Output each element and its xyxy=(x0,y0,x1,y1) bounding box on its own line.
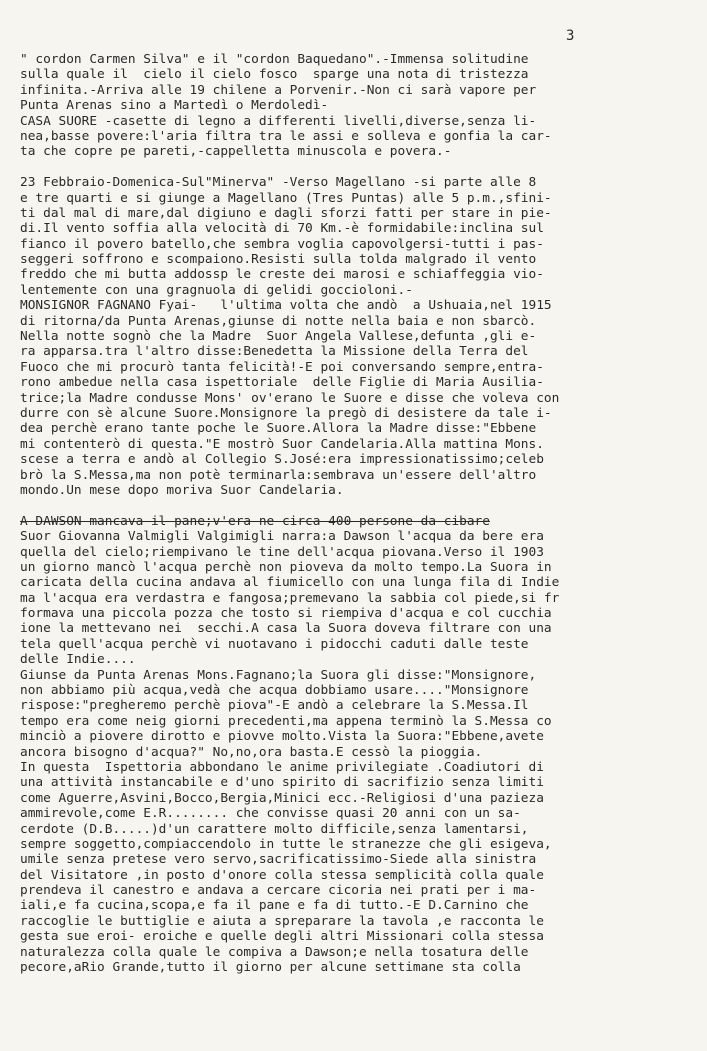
text-line: CASA SUORE -casette di legno a differenti livelli,diverse,senza li- xyxy=(20,113,537,129)
text-line: In questa Ispettoria abbondano le anime privilegiate .Coadiutori di xyxy=(20,759,544,775)
text-line: pecore,aRio Grande,tutto il giorno per alcune settimane sta colla xyxy=(20,960,521,976)
text-line: ta che copre pe pareti,-cappelletta minuscola e povera.- xyxy=(20,144,452,160)
text-line: ma l'acqua era verdastra e fangosa;premevano la sabbia col piede,si fr xyxy=(20,590,560,606)
text-line: ti dal mal di mare,dal digiuno e dagli sforzi fatti per stare in pie- xyxy=(20,205,552,221)
text-line: gesta sue eroi- eroiche e quelle degli altri Missionari colla stessa xyxy=(20,929,544,945)
text-line: formava una piccola pozza che tosto si riempiva d'acqua e col cucchia xyxy=(20,606,552,622)
text-line: ra apparsa.tra l'altro disse:Benedetta la Missione della Terra del xyxy=(20,344,529,360)
blank-line xyxy=(20,498,690,513)
text-line: Nella notte sognò che la Madre Suor Angela Vallese,defunta ,gli e- xyxy=(20,329,537,345)
text-line: caricata della cucina andava al fiumicello con una lunga fila di Indie xyxy=(20,575,560,591)
text-line: rono ambedue nella casa ispettoriale delle Figlie di Maria Ausilia- xyxy=(20,375,544,391)
text-line: tela quell'acqua perchè vi nuotavano i pidocchi caduti dalle teste xyxy=(20,636,529,652)
text-line: e tre quarti e si giunge a Magellano (Tres Puntas) alle 5 p.m.,sfini- xyxy=(20,190,552,206)
blank-line xyxy=(20,160,690,175)
text-line: naturalezza colla quale le compiva a Dawson;e nella tosatura delle xyxy=(20,944,529,960)
text-line: ancora bisogno d'acqua?" No,no,ora basta.E cessò la pioggia. xyxy=(20,744,483,760)
text-line: non abbiamo più acqua,vedà che acqua dobbiamo usare...."Monsignore xyxy=(20,683,529,699)
text-line: infinita.-Arriva alle 19 chilene a Porvenir.-Non ci sarà vapore per xyxy=(20,82,537,98)
text-line: fianco il povero batello,che sembra voglia capovolgersi-tutti i pas- xyxy=(20,236,544,252)
text-line: umile senza pretese vero servo,sacrificatissimo-Siede alla sinistra xyxy=(20,852,537,868)
text-line: un giorno mancò l'acqua perchè non pioveva da molto tempo.La Suora in xyxy=(20,559,552,575)
text-line: sulla quale il cielo il cielo fosco sparge una nota di tristezza xyxy=(20,67,529,83)
text-line: rispose:"pregheremo perchè piova"-E andò a celebrare la S.Messa.Il xyxy=(20,698,529,714)
text-line: nea,basse povere:l'aria filtra tra le assi e solleva e gonfia la car- xyxy=(20,128,552,144)
typed-text-body xyxy=(20,52,690,975)
text-line: 23 Febbraio-Domenica-Sul"Minerva" -Verso Magellano -si parte alle 8 xyxy=(20,175,537,191)
text-line: brò la S.Messa,ma non potè terminarla:sembrava un'essere dell'altro xyxy=(20,467,537,483)
text-line: prendeva il canestro e andava a cercare cicoria nei prati per i ma- xyxy=(20,883,537,899)
text-line: dea perchè erano tante poche le Suore.Allora la Madre disse:"Ebbene xyxy=(20,421,537,437)
text-line: minciò a piovere dirotto e piovve molto.Vista la Suora:"Ebbene,avete xyxy=(20,729,544,745)
text-line: scese a terra e andò al Collegio S.José:era impressionatissimo;celeb xyxy=(20,452,544,468)
text-line: seggeri soffrono e scompaiono.Resisti sulla tolda malgrado il vento xyxy=(20,252,537,268)
text-line: Suor Giovanna Valmigli Valgimigli narra:a Dawson l'acqua da bere era xyxy=(20,529,544,545)
text-line: cerdote (D.B.....)d'un carattere molto difficile,senza lamentarsi, xyxy=(20,821,529,837)
text-line: mondo.Un mese dopo moriva Suor Candelaria. xyxy=(20,482,344,498)
text-line: Giunse da Punta Arenas Mons.Fagnano;la Suora gli disse:"Monsignore, xyxy=(20,667,537,683)
text-line: sempre soggetto,compiaccendolo in tutte le stranezze che gli esigeva, xyxy=(20,836,552,852)
text-line: tempo era come neig giorni precedenti,ma appena terminò la S.Messa co xyxy=(20,713,552,729)
text-line: " cordon Carmen Silva" e il "cordon Baquedano".-Immensa solitudine xyxy=(20,52,529,67)
text-line: di.Il vento soffia alla velocità di 70 Km.-è formidabile:inclina sul xyxy=(20,221,544,237)
text-line: freddo che mi butta addossp le creste dei marosi e schiaffeggia vio- xyxy=(20,267,544,283)
text-line: A DAWSON-mancava-il-pane;v'era-ne-circa-400-persone-da-cibare xyxy=(20,513,490,529)
text-line: una attività instancabile e d'uno spirito di sacrifizio senza limiti xyxy=(20,775,544,791)
text-line: ione la mettevano nei secchi.A casa la Suora doveva filtrare con una xyxy=(20,621,552,637)
text-line: quella del cielo;riempivano le tine dell'acqua piovana.Verso il 1903 xyxy=(20,544,544,560)
text-line: mi contenterò di questa."E mostrò Suor Candelaria.Alla mattina Mons. xyxy=(20,436,544,452)
text-line: trice;la Madre condusse Mons' ov'erano le Suore e disse che voleva con xyxy=(20,390,560,406)
text-line: ammirevole,come E.R........ che convisse quasi 20 anni con un sa- xyxy=(20,806,521,822)
text-line: di ritorna/da Punta Arenas,giunse di notte nella baia e non sbarcò. xyxy=(20,313,537,329)
page-number: 3 xyxy=(566,28,575,44)
text-line: lentemente con una gragnuola di gelidi goccioloni.- xyxy=(20,282,413,298)
text-line: delle Indie.... xyxy=(20,652,136,668)
text-line: Punta Arenas sino a Martedì o Merdoledì- xyxy=(20,98,329,114)
text-line: MONSIGNOR FAGNANO Fyai- l'ultima volta che andò a Ushuaia,nel 1915 xyxy=(20,298,552,314)
text-line: durre con sè alcune Suore.Monsignore la pregò di desistere da tale i- xyxy=(20,405,552,421)
text-line: raccoglie le buttiglie e aiuta a spreparare la tavola ,e racconta le xyxy=(20,913,544,929)
text-line: come Aguerre,Asvini,Bocco,Bergia,Minici ecc.-Religiosi d'una pazieza xyxy=(20,790,544,806)
text-line: Fuoco che mi procurò tanta felicità!-E poi conversando sempre,entra- xyxy=(20,359,544,375)
text-line: del Visitatore ,in posto d'onore colla stessa semplicità colla quale xyxy=(20,867,544,883)
text-line: iali,e fa cucina,scopa,e fa il pane e fa di tutto.-E D.Carnino che xyxy=(20,898,529,914)
